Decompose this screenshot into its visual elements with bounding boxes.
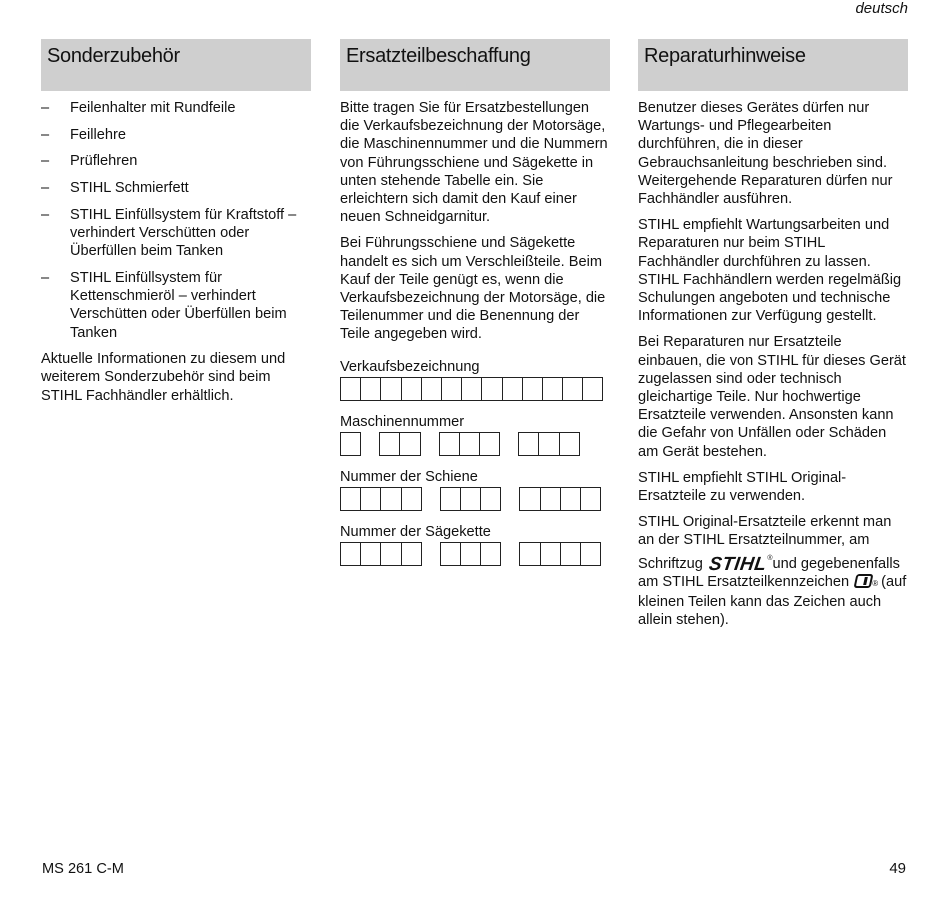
list-item	[41, 126, 311, 144]
registered-mark: ®	[872, 578, 879, 588]
paragraph: Bei Reparaturen nur Ersatzteile einbauen, die von STIHL für dieses Gerät zugelassen sind oder technisch gleichartige Teile. Nur hochwertige Ersatzteile verwenden. Ansonsten kann die Gefahr von Unfällen oder Schäden am Gerät bestehen.	[638, 334, 906, 460]
chain-number-boxes[interactable]	[340, 542, 610, 566]
spare-part-mark-icon	[854, 574, 874, 588]
list-item-text: Feillehre	[70, 126, 126, 143]
page-number: 49	[889, 860, 906, 877]
paragraph: Bei Führungsschiene und Sägekette handelt es sich um Verschleißteile. Beim Kauf der Teile genügt es, wenn die Verkaufsbezeichnung der Motorsäge, die Teilenummer und die Benennung der Teile angegeben wird.	[340, 235, 606, 343]
field-label-sales-designation: Verkaufsbezeichnung	[340, 358, 480, 375]
list-item-text: Prüflehren	[70, 153, 138, 170]
list-item	[41, 179, 311, 197]
paragraph-text: und gegebenenfalls am STIHL Ersatzteilkennzeichen	[638, 555, 900, 590]
field-label-chain-number: Nummer der Sägekette	[340, 524, 491, 541]
dash-bullet: –	[41, 100, 50, 116]
paragraph: Bitte tragen Sie für Ersatzbestellungen die Verkaufsbezeichnung der Motorsäge, die Maschinennummer und die Nummern von Führungsschiene und Sägekette in unten stehende Tabelle ein. Sie erleichtern sich damit den Kauf einer neuen Schneidgarnitur.	[340, 100, 608, 226]
stihl-logo: STIHL	[707, 553, 768, 575]
list-item	[41, 269, 311, 342]
section-title-accessories: Sonderzubehör	[41, 39, 311, 91]
accessory-note: Aktuelle Informationen zu diesem und weiterem Sonderzubehör sind beim STIHL Fachhändler erhältlich.	[41, 351, 286, 404]
dash-bullet: –	[41, 269, 50, 286]
paragraph: Benutzer dieses Gerätes dürfen nur Wartungs- und Pflegearbeiten durchführen, die in dieser Gebrauchsanleitung beschrieben sind. Weitergehende Reparaturen dürfen nur Fachhändler ausführen.	[638, 100, 893, 208]
list-item	[41, 152, 311, 170]
section-title-spare-parts: Ersatzteilbeschaffung	[340, 39, 610, 91]
paragraph-text: (auf kleinen Teilen kann das Zeichen auch allein stehen).	[638, 573, 907, 629]
sales-designation-boxes[interactable]	[340, 377, 610, 401]
language-label: deutsch	[855, 0, 908, 17]
dash-bullet: –	[41, 153, 50, 170]
dash-bullet: –	[41, 126, 50, 143]
list-item-text: STIHL Einfüllsystem für Kettenschmieröl – verhindert Verschütten oder Überfüllen beim Tanken	[70, 269, 287, 341]
registered-mark: ®	[767, 554, 773, 562]
machine-number-boxes[interactable]	[340, 432, 610, 456]
column-repair	[638, 39, 908, 637]
list-item-text: STIHL Einfüllsystem für Kraftstoff – verhindert Verschütten oder Überfüllen beim Tanken	[70, 206, 297, 260]
paragraph: STIHL empfiehlt Wartungsarbeiten und Reparaturen nur beim STIHL Fachhändler durchführen zu lassen. STIHL Fachhändlern werden regelmäßig Schulungen angeboten und technische Informationen zur Verfügung gestellt.	[638, 217, 902, 325]
paragraph-text: STIHL Original-Ersatzteile erkennt man an der STIHL Ersatzteilnummer, am Schriftzug	[638, 514, 892, 572]
column-accessories	[41, 39, 311, 413]
field-label-bar-number: Nummer der Schiene	[340, 469, 478, 486]
bar-number-boxes[interactable]	[340, 487, 610, 511]
list-item-text: Feilenhalter mit Rundfeile	[70, 100, 236, 116]
dash-bullet: –	[41, 206, 50, 223]
list-item	[41, 206, 311, 261]
column-spare-parts	[340, 39, 610, 566]
dash-bullet: –	[41, 180, 50, 197]
model-label: MS 261 C-M	[42, 861, 124, 877]
accessory-list	[41, 99, 311, 342]
field-label-machine-number: Maschinennummer	[340, 413, 465, 430]
section-title-repair: Reparaturhinweise	[638, 39, 908, 91]
list-item	[41, 99, 311, 117]
paragraph	[638, 513, 908, 629]
list-item-text: STIHL Schmierfett	[70, 180, 189, 197]
paragraph: STIHL empfiehlt STIHL Original-Ersatzteile zu verwenden.	[638, 469, 847, 505]
